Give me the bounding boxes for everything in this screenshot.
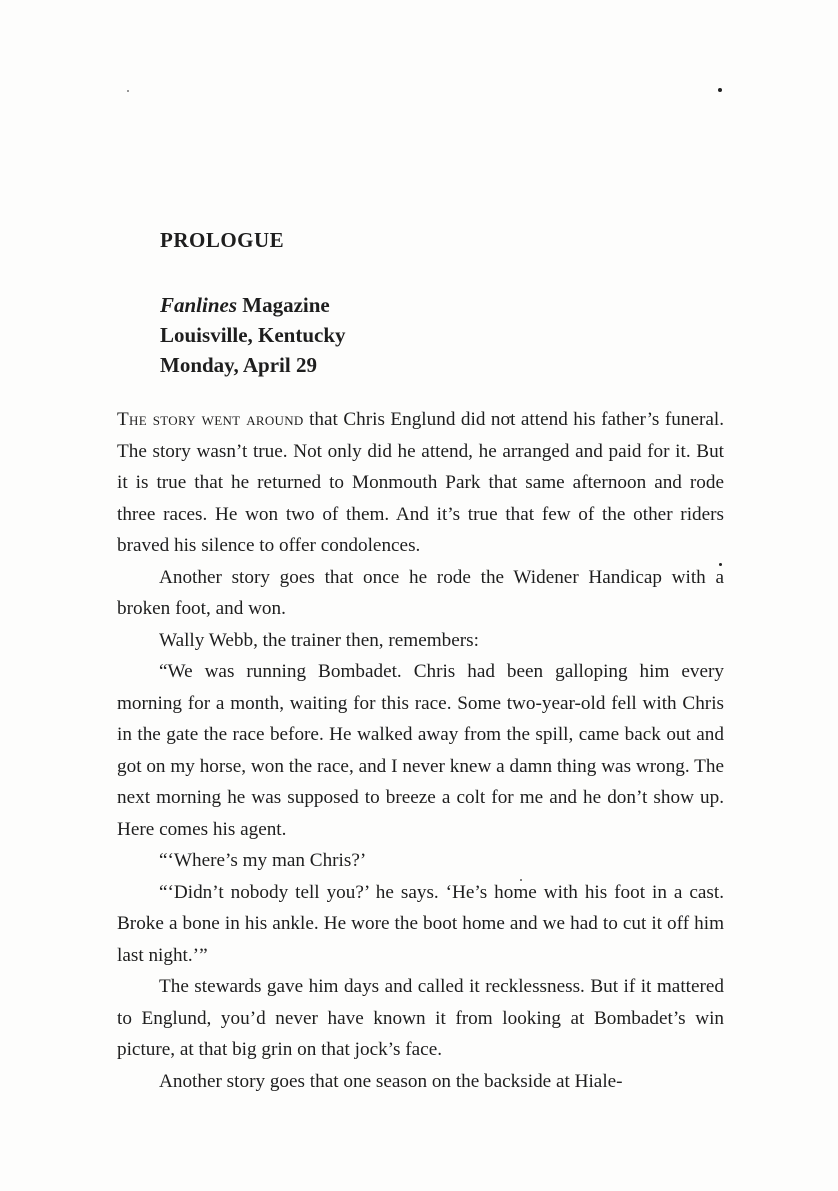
lead-in: The story went around <box>117 409 304 430</box>
scan-speck <box>718 88 722 92</box>
body-text <box>117 404 724 1097</box>
paragraph-6: “‘Didn’t nobody tell you?’ he says. ‘He’s home with his foot in a cast. Broke a bone in his ankle. He wore the boot home and we had to cut it off him last night.’” <box>117 881 724 966</box>
paragraph-4: “We was running Bombadet. Chris had been galloping him every morning for a month, waiting for this race. Some two-year-old fell with Chris in the gate the race before. He walked away from the spill, came back out and got on my horse, won the race, and I never knew a damn thing was wrong. The next morning he was supposed to breeze a colt for me and he don’t show up. Here comes his agent. <box>117 661 724 840</box>
paragraph-7: The stewards gave him days and called it recklessness. But if it mattered to Englund, you’d never have known it from looking at Bombadet’s win picture, at that big grin on that jock’s face. <box>117 976 724 1060</box>
paragraph-2: Another story goes that once he rode the Widener Handicap with a broken foot, and won. <box>117 566 724 619</box>
paragraph-1-text: that Chris Englund did not attend his father’s funeral. The story wasn’t true. Not only did he attend, he arranged and paid for it. But it is true that he returned to Monmouth Park that same afternoon and rode three races. He won two of them. And it’s true that few of the other riders braved his silence to offer condolences. <box>117 409 724 556</box>
chapter-title: PROLOGUE <box>160 228 285 252</box>
chapter-heading <box>160 225 720 380</box>
date-line: Monday, April 29 <box>160 353 317 377</box>
paragraph-3: Wally Webb, the trainer then, remembers: <box>159 629 479 651</box>
location-line: Louisville, Kentucky <box>160 323 346 347</box>
publication-name: Fanlines <box>160 293 238 317</box>
paragraph-1 <box>117 404 724 562</box>
scan-speck <box>127 90 129 92</box>
publication-line <box>160 290 720 320</box>
paragraph-5: “‘Where’s my man Chris?’ <box>159 850 367 871</box>
paragraph-8: Another story goes that one season on the backside at Hiale- <box>159 1070 623 1092</box>
publication-suffix: Magazine <box>237 293 330 317</box>
